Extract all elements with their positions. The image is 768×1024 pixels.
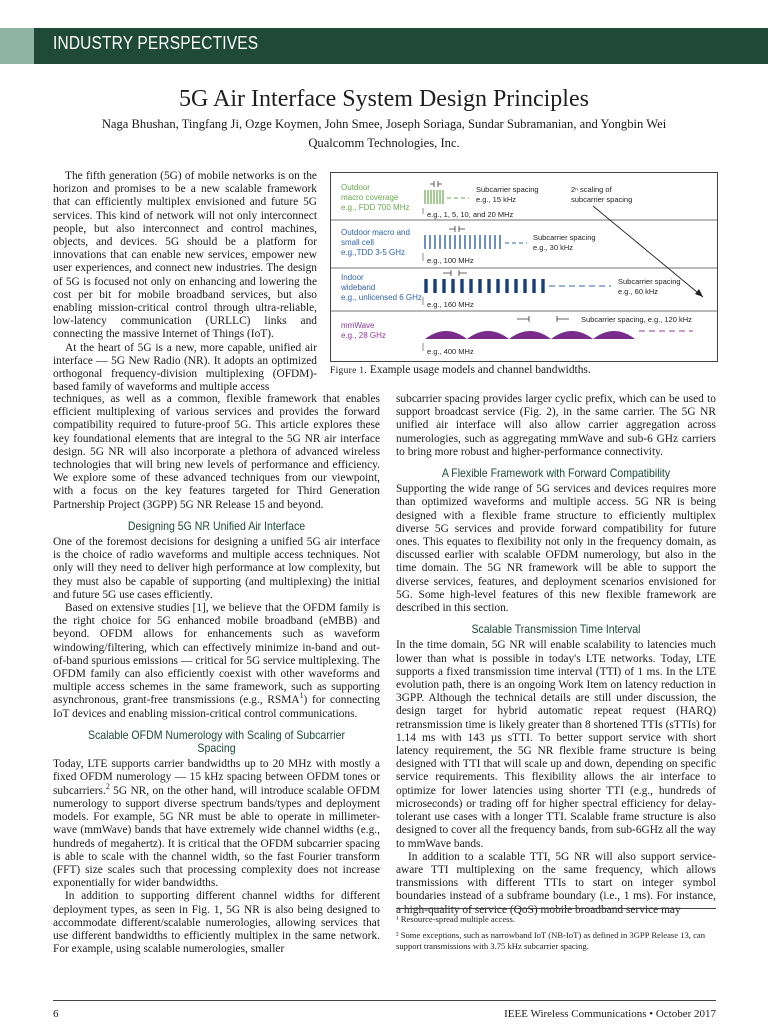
section1-paragraph-2: Based on extensive studies [1], we believe that the OFDM family is the right choice for 5G enhanced mobile broadband (eMBB) and beyond. OFDM allows for enhancements such as waveform windowing/filtering, which can effectively minimize in-band and out-of-band spurious emissions — critical for 5G service multiplexing. The OFDM family can also efficiently coexist with other waveforms and multiple access schemes in the same framework, such as supporting asynchronous, grant-free transmissions (e.g., RSMA$^1$) for connecting IoT devices and enabling mission-critical control communications. (53, 602, 380, 720)
row4-bandwidth: e.g., 400 MHz (427, 347, 474, 356)
row1-spacing1: Subcarrier spacing (476, 185, 539, 194)
row4-spacing1: Subcarrier spacing, e.g., 120 kHz (581, 315, 692, 324)
row1-arrows (430, 181, 442, 187)
figure-1 (330, 172, 718, 362)
row3-label3: e.g., unlicensed 6 GHz (341, 293, 422, 302)
row4-label1: mmWave (341, 321, 375, 330)
right-column (396, 393, 716, 917)
left-column (53, 393, 380, 956)
section1-paragraph-1: One of the foremost decisions for designing a unified 5G air interface is the choice of radio waveforms and multiple access techniques. Not only will they need to deliver high performance at low complexity, but they must also be capable of supporting (and multiplexing) the initial and future 5G use cases efficiently. (53, 536, 380, 601)
row2-label2: small cell (341, 238, 374, 247)
figure-caption-label: Figure 1. (330, 366, 368, 376)
figure-caption-text: Example usage models and channel bandwidths. (369, 364, 591, 376)
row4-subcarriers (425, 331, 635, 339)
intro-paragraph-2a: At the heart of 5G is a new, more capable, unified air interface — 5G New Radio (NR). It adopts an optimized orthogonal frequency-division multiplexing (OFDM)-based family of waveforms and multiple access (53, 341, 317, 394)
row1-spacing2: e.g., 15 kHz (476, 195, 517, 204)
row2-spacing1: Subcarrier spacing (533, 233, 596, 242)
row1-label3: e.g., FDD 700 MHz (341, 203, 410, 212)
section2-continuation: subcarrier spacing provides larger cyclic prefix, which can be used to support broadcast service (Fig. 2), in the same carrier. The 5G NR unified air interface will also allow carrier aggregation across numerologies, such as aggregating mmWave and sub-6 GHz carriers to bring more robust and higher-performance connectivity. (396, 393, 716, 458)
section4-paragraph-1: In the time domain, 5G NR will enable scalability to latencies much lower than what is possible in today's LTE networks. Today, LTE supports a fixed transmission time interval (TTI) of 1 ms. In the LTE evolution path, there is an ongoing Work Item on latency reduction in 3GPP. Although the technical details are still under discussion, the design target for hybrid automatic repeat request (HARQ) retransmission time is likely greater than 8 shortened TTIs (sTTIs) for 1.14 ms with 143 µs sTTI. To better support service with short latency requirement, the 5G NR flexible frame structure is being designed with TTI that will scale up and down, depending on specific service requirements. This flexibility allows the air interface to optimize for lower latencies using shorter TTI (e.g., hundreds of microseconds) or trading off for higher spectral efficiency for delay-tolerant use cases with a longer TTI. Scalable frame structure is also designed to cover all the frequency bands, from sub-6GHz all the way to mmWave bands. (396, 639, 716, 850)
row4-label2: e.g., 28 GHz (341, 331, 386, 340)
figure-1-caption (330, 364, 716, 376)
footnote-2: ² Some exceptions, such as narrowband IoT (NB-IoT) as defined in 3GPP Release 13, can support transmissions with 3.75 kHz subcarrier spacing. (396, 930, 706, 951)
scaling-note-2: subcarrier spacing (571, 195, 633, 204)
footer-rule (53, 1000, 716, 1001)
section2-paragraph-2: In addition to supporting different channel widths for different deployment types, as seen in Fig. 1, 5G NR is also being designed to accommodate different/scalable numerologies, allowing services that use different bandwidths to efficiently multiplex in the same network. For example, using scalable numerologies, smaller (53, 890, 380, 956)
intro-paragraph-1: The fifth generation (5G) of mobile networks is on the horizon and promises to be a new scalable framework that can efficiently multiplex envisioned and future 5G services. This kind of network will not only interconnect people, but also interconnect and control machines, objects, and devices. 5G should be a platform for innovations that can enable new services, empower new user experiences, and connect new industries. The design of 5G is focused not only on enhancing and lowering the cost per bit for mobile broadband services, but also enabling mission-critical control through ultra-reliable, low-latency communication (URLLC) links and connecting the massive Internet of Things (IoT). (53, 170, 317, 341)
section-banner (0, 28, 768, 64)
section-heading-designing: Designing 5G NR Unified Air Interface (127, 518, 306, 533)
article-affiliation: Qualcomm Technologies, Inc. (308, 136, 460, 150)
section-heading-flexible-framework: A Flexible Framework with Forward Compatibility (441, 466, 671, 481)
section-heading-tti: Scalable Transmission Time Interval (471, 622, 641, 637)
section2-paragraph-1: Today, LTE supports carrier bandwidths up to 20 MHz with mostly a fixed OFDM numerology — 15 kHz spacing between OFDM tones or subcarriers.$^2$ 5G NR, on the other hand, will introduce scalable OFDM numerology to support diverse spectrum bands/types and deployment models. For example, 5G NR must be able to operate in millimeter-wave (mmWave) bands that have extremely wide channel widths (e.g., hundreds of megahertz). It is critical that the OFDM subcarrier spacing is able to scale with the channel width, so the fast Fourier transform (FFT) size scales such that processing complexity does not increase exponentially for wider bandwidths. (53, 758, 380, 890)
row3-label2: wideband (341, 283, 376, 292)
row1-label1: Outdoor (341, 183, 370, 192)
section3-paragraph-1: Supporting the wide range of 5G services and devices requires more than optimized waveforms and multiple access. 5G NR is being designed with a flexible frame structure to efficiently multiplex diverse 5G services and provide forward compatibility for future ones. This equates to flexibility not only in the frequency domain, as discussed earlier with scalable OFDM numerology, but also in the time domain. The 5G NR framework will be able to support the diverse services, features, and deployment scenarios envisioned for 5G. Some high-level features of this new flexible framework are described in this section. (396, 483, 716, 615)
row3-bandwidth: e.g., 160 MHz (427, 300, 474, 309)
row1-label2: macro coverage (341, 193, 399, 202)
intro-column-top (53, 170, 317, 394)
section4-paragraph-2: In addition to a scalable TTI, 5G NR will also support service-aware TTI multiplexing on the same frequency, which allows transmissions with different TTIs to start on integer symbol boundaries instead of a subframe boundary (i.e., 1 ms). For instance, a high-quality of service (QoS) mobile broadband service may (396, 850, 716, 916)
section-banner-label: INDUSTRY PERSPECTIVES (53, 33, 259, 53)
row3-label1: Indoor (341, 273, 364, 282)
scaling-note-1: 2ⁿ scaling of (571, 185, 612, 194)
row3-spacing2: e.g., 60 kHz (618, 287, 659, 296)
row2-bandwidth: e.g., 100 MHz (427, 256, 474, 265)
section-heading-numerology: Scalable OFDM Numerology with Scaling of Subcarrier Spacing (87, 727, 346, 756)
article-authors: Naga Bhushan, Tingfang Ji, Ozge Koymen, John Smee, Joseph Soriaga, Sundar Subramanian, and Yongbin Wei (101, 117, 667, 131)
journal-name: IEEE Wireless Communications • October 2017 (504, 1008, 716, 1020)
banner-tab (0, 28, 34, 64)
row1-subcarriers (425, 190, 443, 204)
row2-label1: Outdoor macro and (341, 228, 410, 237)
row3-subcarriers (426, 279, 543, 293)
footnotes (396, 908, 716, 957)
row2-label3: e.g.,TDD 3-5 GHz (341, 248, 406, 257)
row3-spacing1: Subcarrier spacing (618, 277, 681, 286)
intro-paragraph-2b: techniques, as well as a common, flexible framework that enables efficient multiplexing of various services and provides the forward compatibility required to future-proof 5G. This article explores these key foundational elements that are integral to the 5G NR air interface design. 5G NR will also incorporate a plethora of advanced wireless technologies that will bring new levels of performance and efficiency. We explore some of these advanced techniques from our viewpoint, with a focus on the key features targeted for Third Generation Partnership Project (3GPP) 5G NR Release 15 and beyond. (53, 393, 380, 511)
page-number: 6 (53, 1008, 59, 1020)
row2-subcarriers (425, 235, 500, 249)
row2-spacing2: e.g., 30 kHz (533, 243, 574, 252)
row1-bandwidth: e.g., 1, 5, 10, and 20 MHz (427, 210, 514, 219)
article-title: 5G Air Interface System Design Principles (179, 86, 589, 112)
footnote-1: ¹ Resource-spread multiple access. (396, 914, 516, 924)
